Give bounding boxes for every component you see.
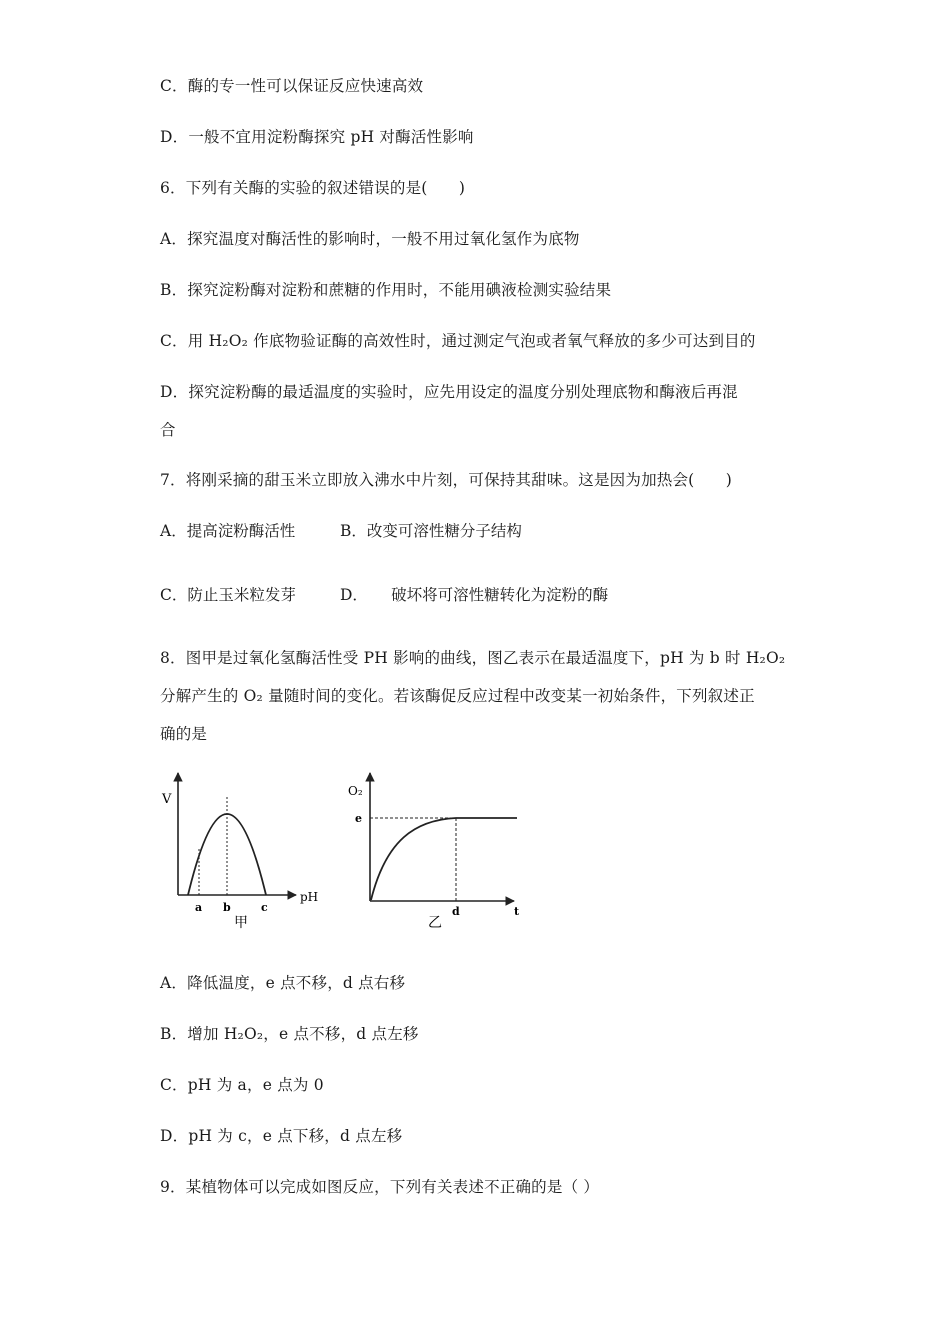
q7-option-b: B．改变可溶性糖分子结构 [340, 522, 522, 540]
q5-option-d: D．一般不宜用淀粉酶探究 pH 对酶活性影响 [160, 128, 474, 146]
yi-caption: 乙 [428, 915, 442, 931]
graph-jia [161, 773, 318, 931]
q6-option-d-line1: D．探究淀粉酶的最适温度的实验时，应先用设定的温度分别处理底物和酶液后再混 [160, 383, 738, 401]
jia-tick-a: a [195, 901, 203, 914]
yi-curve [371, 818, 456, 900]
jia-tick-c: c [261, 901, 268, 914]
q8-stem-line3: 确的是 [160, 725, 208, 743]
jia-y-label: V [162, 792, 172, 807]
q6-option-c: C．用 H₂O₂ 作底物验证酶的高效性时，通过测定气泡或者氧气释放的多少可达到目的 [160, 332, 756, 350]
q7-stem: 7．将刚采摘的甜玉米立即放入沸水中片刻，可保持其甜味。这是因为加热会( ) [160, 471, 733, 489]
yi-tick-e: e [355, 812, 362, 825]
yi-y-label: O₂ [348, 784, 363, 798]
q8-figure-svg [160, 765, 540, 935]
q7-option-c: C．防止玉米粒发芽 [160, 586, 296, 604]
q8-stem-line2: 分解产生的 O₂ 量随时间的变化。若该酶促反应过程中改变某一初始条件，下列叙述正 [160, 687, 755, 705]
q8-option-b: B．增加 H₂O₂，e 点不移，d 点左移 [160, 1025, 419, 1043]
q7-option-a: A．提高淀粉酶活性 [160, 522, 296, 540]
q8-option-c: C．pH 为 a，e 点为 0 [160, 1076, 324, 1094]
q6-option-d-line2: 合 [160, 421, 176, 439]
q8-option-d: D．pH 为 c，e 点下移，d 点左移 [160, 1127, 403, 1145]
q8-option-a: A．降低温度，e 点不移，d 点右移 [160, 974, 406, 992]
q9-stem: 9．某植物体可以完成如图反应，下列有关表述不正确的是（ ） [160, 1178, 600, 1196]
q8-figure [160, 765, 540, 939]
jia-caption: 甲 [234, 915, 248, 931]
graph-yi [348, 773, 520, 931]
q5-option-c: C．酶的专一性可以保证反应快速高效 [160, 77, 424, 95]
q8-stem-line1: 8．图甲是过氧化氢酶活性受 PH 影响的曲线，图乙表示在最适温度下，pH 为 b 时 H₂O₂ [160, 649, 786, 667]
jia-x-label: pH [300, 890, 319, 904]
jia-tick-b: b [223, 901, 231, 914]
yi-x-label: t [514, 905, 520, 918]
q6-option-b: B．探究淀粉酶对淀粉和蔗糖的作用时，不能用碘液检测实验结果 [160, 281, 612, 299]
yi-tick-d: d [452, 905, 460, 918]
q6-option-a: A．探究温度对酶活性的影响时，一般不用过氧化氢作为底物 [160, 230, 580, 248]
q6-stem: 6．下列有关酶的实验的叙述错误的是( ) [160, 179, 466, 197]
q7-option-d: D． 破坏将可溶性糖转化为淀粉的酶 [340, 586, 609, 604]
